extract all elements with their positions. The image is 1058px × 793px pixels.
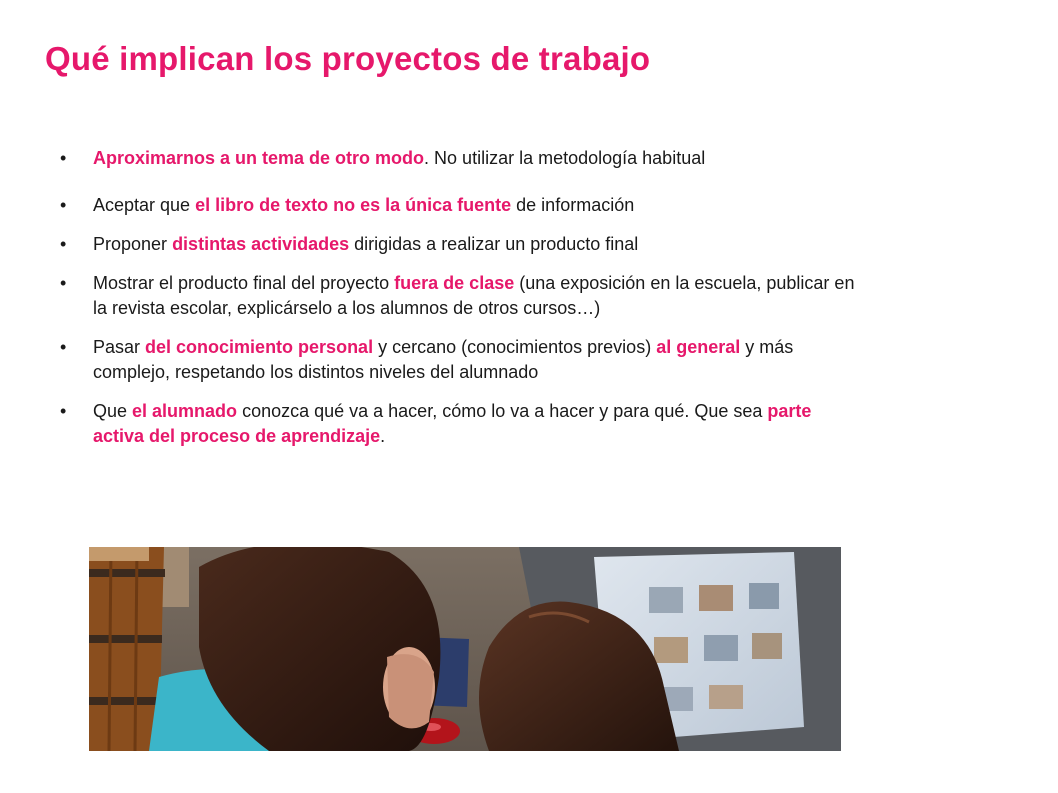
bullet-text: . No utilizar la metodología habitual bbox=[424, 148, 706, 168]
highlighted-text: del conocimiento personal bbox=[145, 337, 374, 357]
bullet-dot: • bbox=[60, 273, 67, 293]
bullet-dot: • bbox=[60, 337, 67, 357]
bullet-text: Que bbox=[93, 401, 133, 421]
bullet-text: dirigidas a realizar un producto final bbox=[349, 234, 639, 254]
highlighted-text: el alumnado bbox=[132, 401, 238, 421]
bullet-text: y más complejo, respetando los distintos niveles del alumnado bbox=[93, 337, 794, 382]
highlighted-text: fuera de clase bbox=[394, 273, 515, 293]
highlighted-text: Aproximarnos a un tema de otro modo bbox=[93, 148, 425, 168]
bullet-item bbox=[60, 271, 860, 321]
highlighted-text: parte activa del proceso de aprendizaje bbox=[93, 401, 812, 446]
slide-title: Qué implican los proyectos de trabajo bbox=[45, 40, 651, 77]
bullet-text: Proponer bbox=[93, 234, 173, 254]
bullet-dot: • bbox=[60, 401, 67, 421]
bullet-text: Aceptar que bbox=[93, 195, 196, 215]
barrel-planter bbox=[89, 547, 164, 751]
bullet-text: y cercano (conocimientos previos) bbox=[373, 337, 657, 357]
bullet-text: (una exposición en la escuela, publicar en la revista escolar, explicárselo a los alumnos de otros cursos…) bbox=[93, 273, 855, 318]
bullet-dot: • bbox=[60, 234, 67, 254]
bullet-item bbox=[60, 193, 860, 218]
bullet-item bbox=[60, 232, 860, 257]
bullet-item bbox=[60, 399, 860, 449]
bullet-text: Pasar bbox=[93, 337, 146, 357]
highlighted-text: al general bbox=[656, 337, 741, 357]
highlighted-text: el libro de texto no es la única fuente bbox=[195, 195, 512, 215]
highlighted-text: distintas actividades bbox=[172, 234, 350, 254]
bullet-text: . bbox=[380, 426, 386, 446]
bullet-dot: • bbox=[60, 195, 67, 215]
bullet-list bbox=[60, 146, 860, 463]
students-laptop-photo bbox=[89, 547, 841, 751]
bullet-text: de información bbox=[511, 195, 635, 215]
bullet-text: Mostrar el producto final del proyecto bbox=[93, 273, 395, 293]
bullet-item bbox=[60, 335, 860, 385]
bullet-dot: • bbox=[60, 148, 67, 168]
bullet-text: conozca qué va a hacer, cómo lo va a hacer y para qué. Que sea bbox=[237, 401, 768, 421]
bullet-item bbox=[60, 146, 860, 171]
